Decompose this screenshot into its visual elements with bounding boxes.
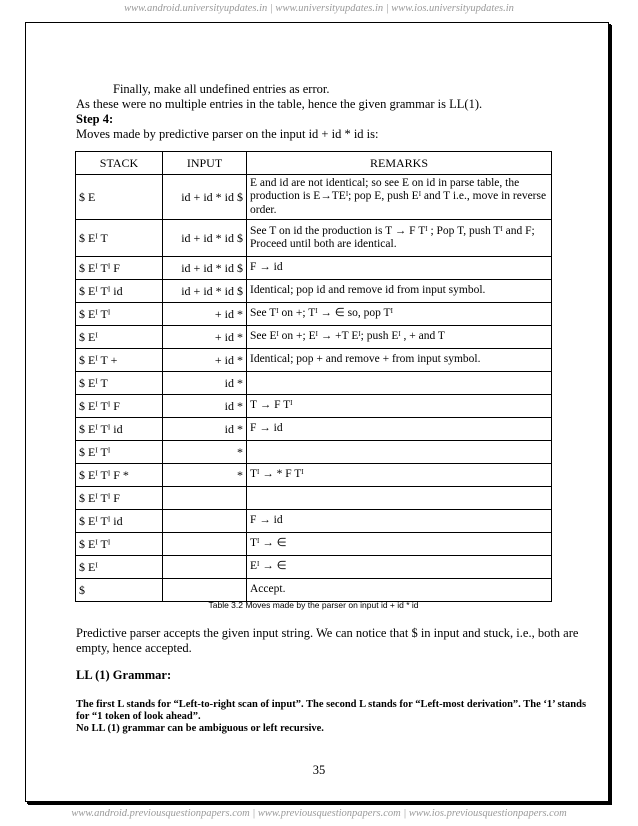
- step-text: Moves made by predictive parser on the input id + id * id is:: [76, 127, 379, 141]
- input-cell: id *: [163, 372, 247, 395]
- table-row: [76, 487, 552, 510]
- stack-cell: $ Eᴵ Tᴵ id: [76, 510, 163, 533]
- stack-cell: $ Eᴵ: [76, 326, 163, 349]
- stack-cell: $ Eᴵ T: [76, 372, 163, 395]
- watermark-top: www.android.universityupdates.in | www.universityupdates.in | www.ios.universityupdates.in: [124, 3, 514, 14]
- remarks-cell: Tᴵ → ∈: [247, 533, 552, 556]
- page-number: 35: [312, 763, 326, 777]
- stack-cell: $: [76, 579, 163, 602]
- input-cell: [163, 556, 247, 579]
- intro-line-1: Finally, make all undefined entries as error.: [113, 82, 330, 96]
- stack-cell: $ Eᴵ Tᴵ: [76, 441, 163, 464]
- watermark-bottom: www.android.previousquestionpapers.com | www.previousquestionpapers.com | www.ios.previousquestionpapers.com: [71, 808, 567, 819]
- remarks-cell: [247, 372, 552, 395]
- input-cell: id *: [163, 395, 247, 418]
- input-cell: id + id * id $: [163, 175, 247, 220]
- input-cell: id + id * id $: [163, 257, 247, 280]
- remarks-cell: F → id: [247, 418, 552, 441]
- remarks-cell: Identical; pop + and remove + from input symbol.: [247, 349, 552, 372]
- remarks-cell: F → id: [247, 257, 552, 280]
- remarks-cell: Identical; pop id and remove id from input symbol.: [247, 280, 552, 303]
- remarks-cell: E and id are not identical; so see E on id in parse table, the production is E→TEᴵ; pop E, push Eᴵ and T i.e., move in reverse order.: [247, 175, 552, 220]
- moves-table: [75, 151, 552, 602]
- remarks-cell: See Eᴵ on +; Eᴵ → +T Eᴵ; push Eᴵ , + and T: [247, 326, 552, 349]
- input-cell: id *: [163, 418, 247, 441]
- intro-line-2: As these were no multiple entries in the table, hence the given grammar is LL(1).: [76, 97, 483, 111]
- input-cell: + id *: [163, 326, 247, 349]
- ll1-note: No LL (1) grammar can be ambiguous or left recursive.: [76, 723, 324, 734]
- stack-cell: $ Eᴵ Tᴵ id: [76, 280, 163, 303]
- table-caption: Table 3.2 Moves made by the parser on input id + id * id: [208, 600, 419, 610]
- stack-cell: $ Eᴵ Tᴵ F: [76, 257, 163, 280]
- remarks-cell: See T on id the production is T → F Tᴵ ; Pop T, push Tᴵ and F; Proceed until both are identical.: [247, 220, 552, 257]
- ll1-heading: LL (1) Grammar:: [76, 668, 172, 682]
- table-row: [76, 510, 552, 533]
- input-cell: [163, 487, 247, 510]
- stack-cell: $ Eᴵ T: [76, 220, 163, 257]
- table-row: [76, 303, 552, 326]
- table-row: [76, 175, 552, 220]
- remarks-cell: [247, 487, 552, 510]
- remarks-cell: Accept.: [247, 579, 552, 602]
- table-row: [76, 418, 552, 441]
- stack-cell: $ Eᴵ Tᴵ F *: [76, 464, 163, 487]
- header-stack: STACK: [76, 152, 163, 175]
- input-cell: [163, 533, 247, 556]
- input-cell: [163, 510, 247, 533]
- stack-cell: $ Eᴵ T +: [76, 349, 163, 372]
- table-row: [76, 579, 552, 602]
- header-remarks: REMARKS: [247, 152, 552, 175]
- table-row: [76, 220, 552, 257]
- table-row: [76, 556, 552, 579]
- input-cell: id + id * id $: [163, 280, 247, 303]
- table-header-row: [76, 152, 552, 175]
- remarks-cell: [247, 441, 552, 464]
- table-row: [76, 326, 552, 349]
- remarks-cell: See Tᴵ on +; Tᴵ → ∈ so, pop Tᴵ: [247, 303, 552, 326]
- table-row: [76, 464, 552, 487]
- table-row: [76, 395, 552, 418]
- stack-cell: $ E: [76, 175, 163, 220]
- stack-cell: $ Eᴵ Tᴵ F: [76, 487, 163, 510]
- stack-cell: $ Eᴵ: [76, 556, 163, 579]
- table-row: [76, 349, 552, 372]
- input-cell: + id *: [163, 349, 247, 372]
- remarks-cell: Eᴵ → ∈: [247, 556, 552, 579]
- table-row: [76, 533, 552, 556]
- stack-cell: $ Eᴵ Tᴵ: [76, 303, 163, 326]
- stack-cell: $ Eᴵ Tᴵ F: [76, 395, 163, 418]
- step-heading: Step 4:: [76, 112, 114, 126]
- header-input: INPUT: [163, 152, 247, 175]
- input-cell: *: [163, 441, 247, 464]
- input-cell: *: [163, 464, 247, 487]
- conclusion-paragraph: Predictive parser accepts the given input string. We can notice that $ in input and stuck, i.e., both are empty, hence accepted.: [76, 626, 579, 655]
- input-cell: + id *: [163, 303, 247, 326]
- remarks-cell: F → id: [247, 510, 552, 533]
- ll1-definition: The first L stands for “Left-to-right scan of input”. The second L stands for “Left-most derivation”. The ‘1’ stands for “1 token of look ahead”.: [76, 699, 587, 722]
- stack-cell: $ Eᴵ Tᴵ: [76, 533, 163, 556]
- input-cell: [163, 579, 247, 602]
- remarks-cell: Tᴵ → * F Tᴵ: [247, 464, 552, 487]
- remarks-cell: T → F Tᴵ: [247, 395, 552, 418]
- table-row: [76, 257, 552, 280]
- table-row: [76, 280, 552, 303]
- stack-cell: $ Eᴵ Tᴵ id: [76, 418, 163, 441]
- table-row: [76, 372, 552, 395]
- input-cell: id + id * id $: [163, 220, 247, 257]
- table-row: [76, 441, 552, 464]
